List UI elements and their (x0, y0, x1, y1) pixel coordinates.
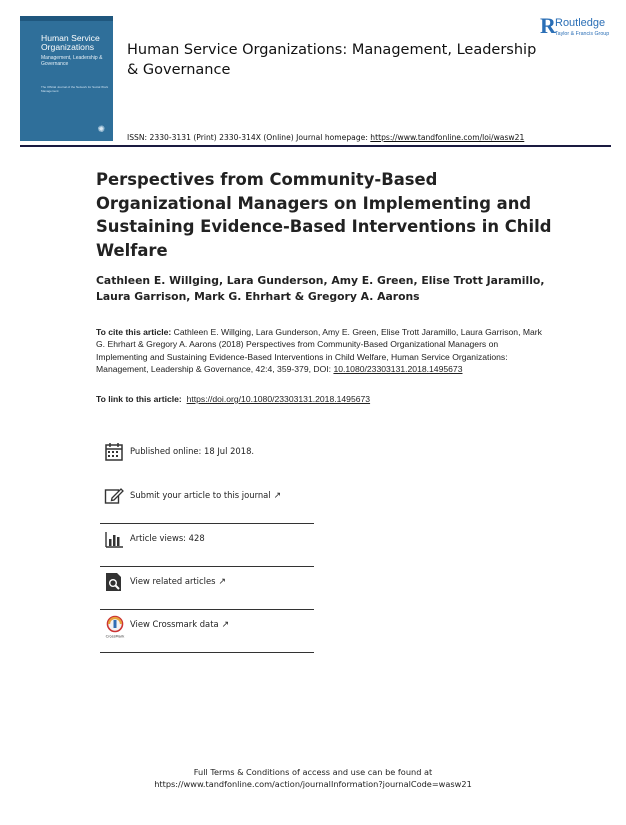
related-articles-row[interactable] (100, 566, 314, 610)
related-search-icon (104, 572, 124, 592)
routledge-r-icon: R (540, 13, 556, 38)
crossmark-icon (104, 615, 125, 639)
article-authors: Cathleen E. Willging, Lara Gunderson, Amy E. Green, Elise Trott Jaramillo, Laura Garrison, Mark G. Ehrhart & Gregory A. Aarons (96, 274, 545, 303)
article-link-line (96, 394, 546, 404)
publisher-subtitle: Taylor & Francis Group (555, 31, 610, 37)
citation-block (96, 326, 546, 375)
submit-article-link[interactable] (130, 490, 281, 501)
crossmark-link[interactable] (130, 619, 229, 630)
article-views-row (100, 523, 314, 567)
related-articles-link[interactable] (130, 576, 226, 587)
header-divider (20, 145, 611, 147)
crossmark-icon-text: CrossMark (105, 634, 125, 639)
cover-emblem-icon: ✺ (97, 125, 105, 135)
row-divider (100, 652, 314, 653)
cover-title: Human Service Organizations (41, 33, 100, 52)
cover-subtitle: Management, Leadership & Governance (41, 55, 103, 67)
published-online-label: Published online: 18 Jul 2018. (130, 446, 255, 456)
external-link-icon: ↗ (218, 577, 227, 587)
crossmark-label: View Crossmark data (130, 619, 219, 629)
citation-text: Cathleen E. Willging, Lara Gunderson, Amy E. Green, Elise Trott Jaramillo, Laura Garrison, Mark G. Ehrhart & Gregory A. Aarons (2018) Perspectives from Community-Based Organizational Managers on Implementing and Sustaining Evidence-Based Interventions in Child Welfare, Human Service Organizations: Management, Leadership & Governance, 42:4, 359-379, DOI: (96, 327, 542, 374)
submit-article-label: Submit your article to this journal (130, 490, 271, 500)
citation-doi-link[interactable]: 10.1080/23303131.2018.1495673 (333, 363, 463, 374)
external-link-icon: ↗ (221, 620, 230, 630)
crossmark-row[interactable] (100, 609, 314, 653)
external-link-icon: ↗ (273, 491, 282, 501)
issn-text: ISSN: 2330-3131 (Print) 2330-314X (Online) Journal homepage: (127, 133, 371, 142)
journal-cover-thumbnail (20, 16, 113, 141)
citation-label: To cite this article: (96, 327, 172, 337)
publisher-name: Routledge (555, 17, 606, 29)
footer-line-1: Full Terms & Conditions of access and use can be found at (193, 767, 433, 777)
cover-note: The Official Journal of the Network for Social Work Management (41, 85, 109, 93)
calendar-icon (104, 442, 124, 462)
related-articles-label: View related articles (130, 576, 216, 586)
edit-icon (104, 486, 124, 506)
issn-line (127, 133, 524, 142)
cover-top-strip (20, 16, 113, 21)
footer-terms-link[interactable]: https://www.tandfonline.com/action/journalInformation?journalCode=wasw21 (154, 779, 472, 789)
article-title: Perspectives from Community-Based Organizational Managers on Implementing and Sustaining Evidence-Based Interventions in Child Welfare (96, 170, 552, 260)
submit-article-row[interactable] (100, 480, 314, 524)
article-views-label: Article views: 428 (130, 533, 205, 543)
journal-title: Human Service Organizations: Management, Leadership & Governance (127, 42, 537, 78)
link-label: To link to this article: (96, 394, 185, 404)
journal-homepage-link[interactable]: https://www.tandfonline.com/loi/wasw21 (370, 133, 525, 142)
article-doi-url[interactable]: https://doi.org/10.1080/23303131.2018.1495673 (186, 394, 371, 404)
published-online-row (100, 436, 314, 480)
bar-chart-icon (104, 529, 124, 549)
terms-footer (0, 766, 626, 790)
